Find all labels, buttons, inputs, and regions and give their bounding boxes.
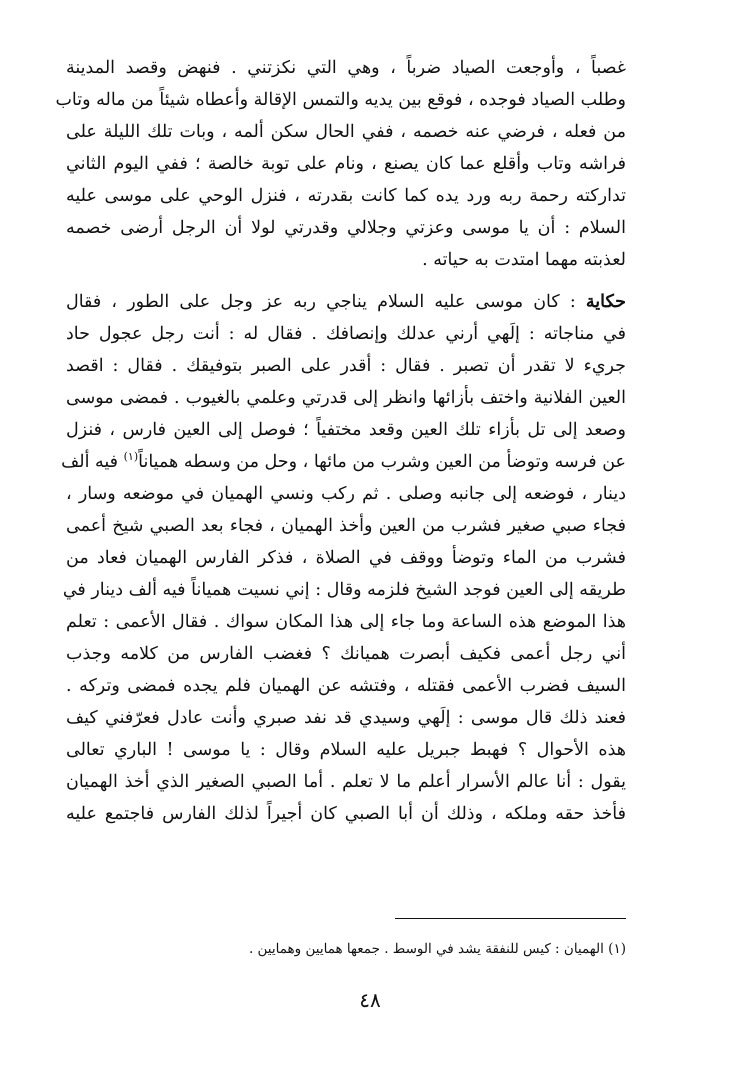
text-line bbox=[66, 286, 626, 318]
text-line: طريقه إلى العين فوجد الشيخ فلزمه وقال : إني نسيت همياناً فيه ألف دينار في bbox=[62, 580, 626, 600]
text-line: أني رجل أعمى فكيف أبصرت هميانك ؟ فغضب الفارس من كلامه وجذب bbox=[66, 644, 626, 664]
text-line: لعذبته مهما امتدت به حياته . bbox=[422, 250, 626, 270]
text-line: يقول : أنا عالم الأسرار أعلم ما لا تعلم . أما الصبي الصغير الذي أخذ الهميان bbox=[66, 772, 626, 792]
footnote-divider bbox=[395, 918, 626, 919]
text-line: هذا الموضع هذه الساعة وما جاء إلى هذا المكان سواك . فقال الأعمى : تعلم bbox=[66, 612, 626, 632]
text-line: من فعله ، فرضي عنه خصمه ، ففي الحال سكن ألمه ، وبات تلك الليلة على bbox=[66, 122, 626, 142]
page-body bbox=[55, 52, 626, 830]
text-line: فعند ذلك قال موسى : إلَهي وسيدي قد نفد صبري وأنت عادل فعرّفني كيف bbox=[66, 708, 626, 728]
footnote-marker[interactable]: (١) bbox=[123, 450, 139, 464]
text-line bbox=[61, 446, 626, 478]
text-line: فشرب من الماء وتوضأ ووقف في الصلاة ، فذكر الفارس الهميان فعاد من bbox=[66, 548, 626, 568]
footnote: (١) الهميان : كيس للنفقة يشد في الوسط . جمعها همايين وهمايين . bbox=[248, 941, 626, 957]
text-line: وطلب الصياد فوجده ، فوقع بين يديه والتمس الإقالة وأعطاه شيئاً من ماله وتاب bbox=[55, 90, 626, 110]
text-line: السيف فضرب الأعمى فقتله ، وفتشه عن الهميان فلم يجده فمضى وتركه . bbox=[66, 676, 626, 696]
text-line: في مناجاته : إلَهي أرني عدلك وإنصافك . فقال له : أنت رجل عجول حاد bbox=[66, 324, 626, 344]
text-line: العين الفلانية واختف بأزائها وانظر إلى قدرتي وعلمي بالغيوب . فمضى موسى bbox=[66, 388, 626, 408]
line-text-after-footnote: فيه ألف bbox=[61, 452, 119, 472]
text-line: وصعد إلى تل بأزاء تلك العين وقعد مختفياً ؛ فوصل إلى العين فارس ، فنزل bbox=[66, 420, 626, 440]
paragraph-1 bbox=[55, 52, 626, 276]
story-label: حكاية bbox=[585, 292, 626, 312]
text-line: دينار ، فوضعه إلى جانبه وصلى . ثم ركب ونسي الهميان في موضعه وسار ، bbox=[66, 484, 626, 504]
text-line: فجاء صبي صغير فشرب من العين وأخذ الهميان ، فجاء بعد الصبي شيخ أعمى bbox=[66, 516, 626, 536]
line-text-before-footnote: عن فرسه وتوضأ من العين وشرب من مائها ، وحل من وسطه همياناً bbox=[138, 452, 626, 472]
story-paragraph bbox=[61, 286, 626, 830]
text-line: فراشه وتاب وأقلع عما كان يصنع ، ونام على توبة خالصة ؛ ففي اليوم الثاني bbox=[66, 154, 626, 174]
text-line: فأخذ حقه وملكه ، وذلك أن أبا الصبي كان أجيراً لذلك الفارس فاجتمع عليه bbox=[66, 804, 626, 824]
page-number: ٤٨ bbox=[359, 988, 381, 1012]
text-line: جريء لا تقدر أن تصبر . فقال : أقدر على الصبر بتوفيقك . فقال : اقصد bbox=[66, 356, 626, 376]
text-line: تداركته رحمة ربه ورد يده كما كانت بقدرته ، فنزل الوحي على موسى عليه bbox=[66, 186, 626, 206]
story-first-line: : كان موسى عليه السلام يناجي ربه عز وجل على الطور ، فقال bbox=[66, 292, 576, 312]
text-line: هذه الأحوال ؟ فهبط جبريل عليه السلام وقال : يا موسى ! الباري تعالى bbox=[66, 740, 626, 760]
text-line: السلام : أن يا موسى وعزتي وجلالي وقدرتي لولا أن الرجل أرضى خصمه bbox=[66, 218, 626, 238]
text-line: غصباً ، وأوجعت الصياد ضرباً ، وهي التي نكزتني . فنهض وقصد المدينة bbox=[66, 58, 626, 78]
